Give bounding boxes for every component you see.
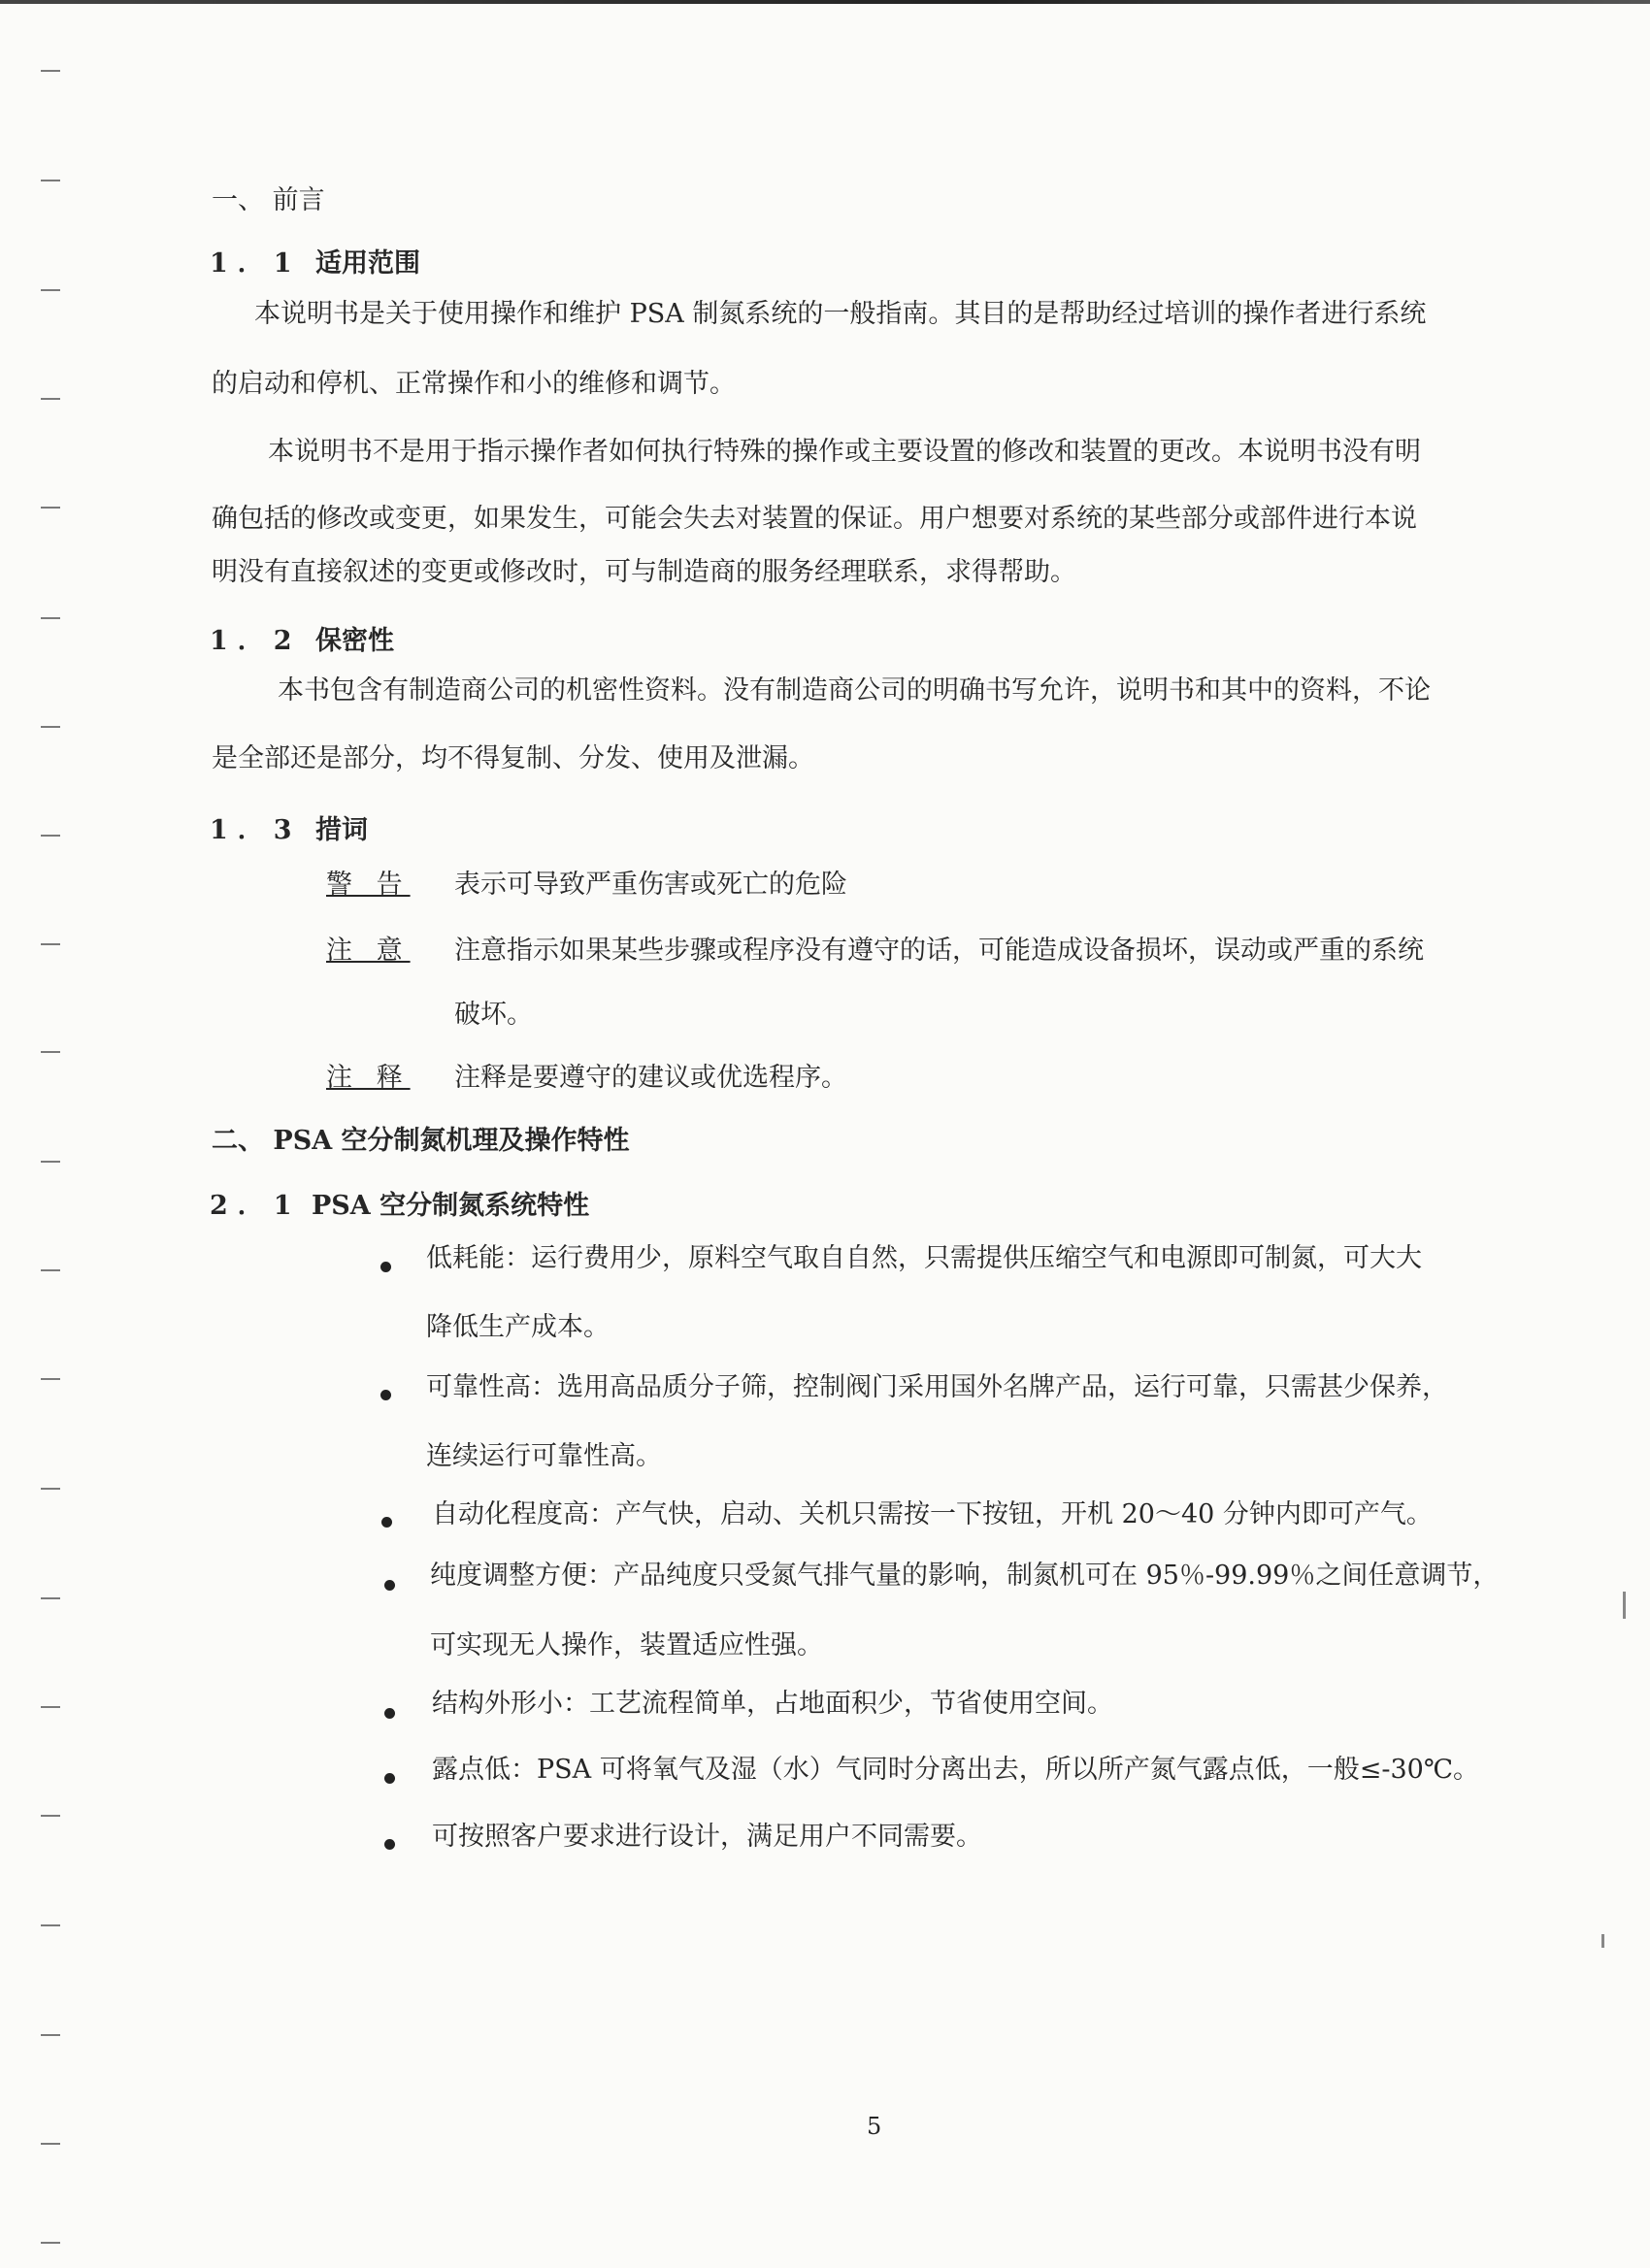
- heading-1-3-number: 1．3: [210, 815, 302, 845]
- list-item: 可靠性高：选用高品质分子筛，控制阀门采用国外名牌产品，运行可靠，只需甚少保养，: [426, 1372, 1448, 1402]
- list-item: 可按照客户要求进行设计，满足用户不同需要。: [432, 1822, 982, 1852]
- heading-1-1-title: 适用范围: [315, 248, 420, 279]
- paragraph-line: 本说明书不是用于指示操作者如何执行特殊的操作或主要设置的修改和装置的更改。本说明书没有明: [268, 437, 1421, 467]
- list-item-continued: 可实现无人操作，装置适应性强。: [430, 1630, 823, 1660]
- heading-1-2-title: 保密性: [315, 626, 394, 656]
- term-row: [326, 1061, 847, 1096]
- list-item-continued: 连续运行可靠性高。: [426, 1441, 662, 1471]
- list-item: 自动化程度高：产气快，启动、关机只需按一下按钮，开机 20～40 分钟内即可产气。: [432, 1499, 1433, 1529]
- bullet-icon: [384, 1839, 395, 1850]
- list-item: 纯度调整方便：产品纯度只受氮气排气量的影响，制氮机可在 95％-99.99％之间任意调节，: [430, 1561, 1500, 1591]
- heading-1-1: [210, 247, 420, 281]
- term-description-continued: 破坏。: [454, 1000, 533, 1030]
- heading-1-3-title: 措词: [315, 815, 368, 845]
- heading-1-2: [210, 624, 394, 659]
- list-item-continued: 降低生产成本。: [426, 1312, 610, 1342]
- bullet-icon: [380, 1390, 391, 1400]
- list-item: 低耗能：运行费用少，原料空气取自自然，只需提供压缩空气和电源即可制氮，可大大: [426, 1243, 1422, 1273]
- bullet-icon: [384, 1580, 395, 1591]
- paragraph-line: 的启动和停机、正常操作和小的维修和调节。: [212, 369, 736, 399]
- term-description: 表示可导致严重伤害或死亡的危险: [454, 870, 847, 900]
- term-row: [326, 934, 1424, 969]
- bullet-icon: [381, 1517, 392, 1528]
- term-description: 注释是要遵守的建议或优选程序。: [454, 1063, 847, 1093]
- page-number: 5: [867, 2113, 882, 2140]
- bullet-icon: [380, 1262, 391, 1272]
- list-item: 结构外形小：工艺流程简单，占地面积少，节省使用空间。: [432, 1689, 1113, 1719]
- paragraph-line: 明没有直接叙述的变更或修改时，可与制造商的服务经理联系，求得帮助。: [212, 557, 1076, 587]
- heading-1-2-number: 1．2: [210, 626, 302, 656]
- heading-2-1: [210, 1189, 589, 1224]
- term-row: [326, 868, 847, 903]
- section-2-title: 二、 PSA 空分制氮机理及操作特性: [212, 1126, 630, 1156]
- section-1-title: 一、 前言: [212, 185, 325, 215]
- term-description: 注意指示如果某些步骤或程序没有遵守的话，可能造成设备损坏，误动或严重的系统: [454, 936, 1424, 966]
- paragraph-line: 本书包含有制造商公司的机密性资料。没有制造商公司的明确书写允许，说明书和其中的资料，不论: [278, 675, 1431, 706]
- paragraph-line: 本说明书是关于使用操作和维护 PSA 制氮系统的一般指南。其目的是帮助经过培训的操作者进行系统: [254, 299, 1427, 329]
- paragraph-line: 确包括的修改或变更，如果发生，可能会失去对装置的保证。用户想要对系统的某些部分或部件进行本说: [212, 504, 1417, 534]
- heading-1-3: [210, 813, 368, 848]
- list-item: 露点低：PSA 可将氧气及湿（水）气同时分离出去，所以所产氮气露点低，一般≤-30℃。: [432, 1755, 1480, 1785]
- term-label: 注 意: [326, 936, 411, 966]
- heading-1-1-number: 1．1: [210, 248, 302, 279]
- term-label: 注 释: [326, 1063, 411, 1093]
- heading-2-1-title: PSA 空分制氮系统特性: [312, 1191, 590, 1221]
- bullet-icon: [384, 1773, 395, 1784]
- paragraph-line: 是全部还是部分，均不得复制、分发、使用及泄漏。: [212, 743, 814, 773]
- heading-2-1-number: 2．1: [210, 1191, 302, 1221]
- bullet-icon: [384, 1708, 395, 1719]
- term-label: 警 告: [326, 870, 411, 900]
